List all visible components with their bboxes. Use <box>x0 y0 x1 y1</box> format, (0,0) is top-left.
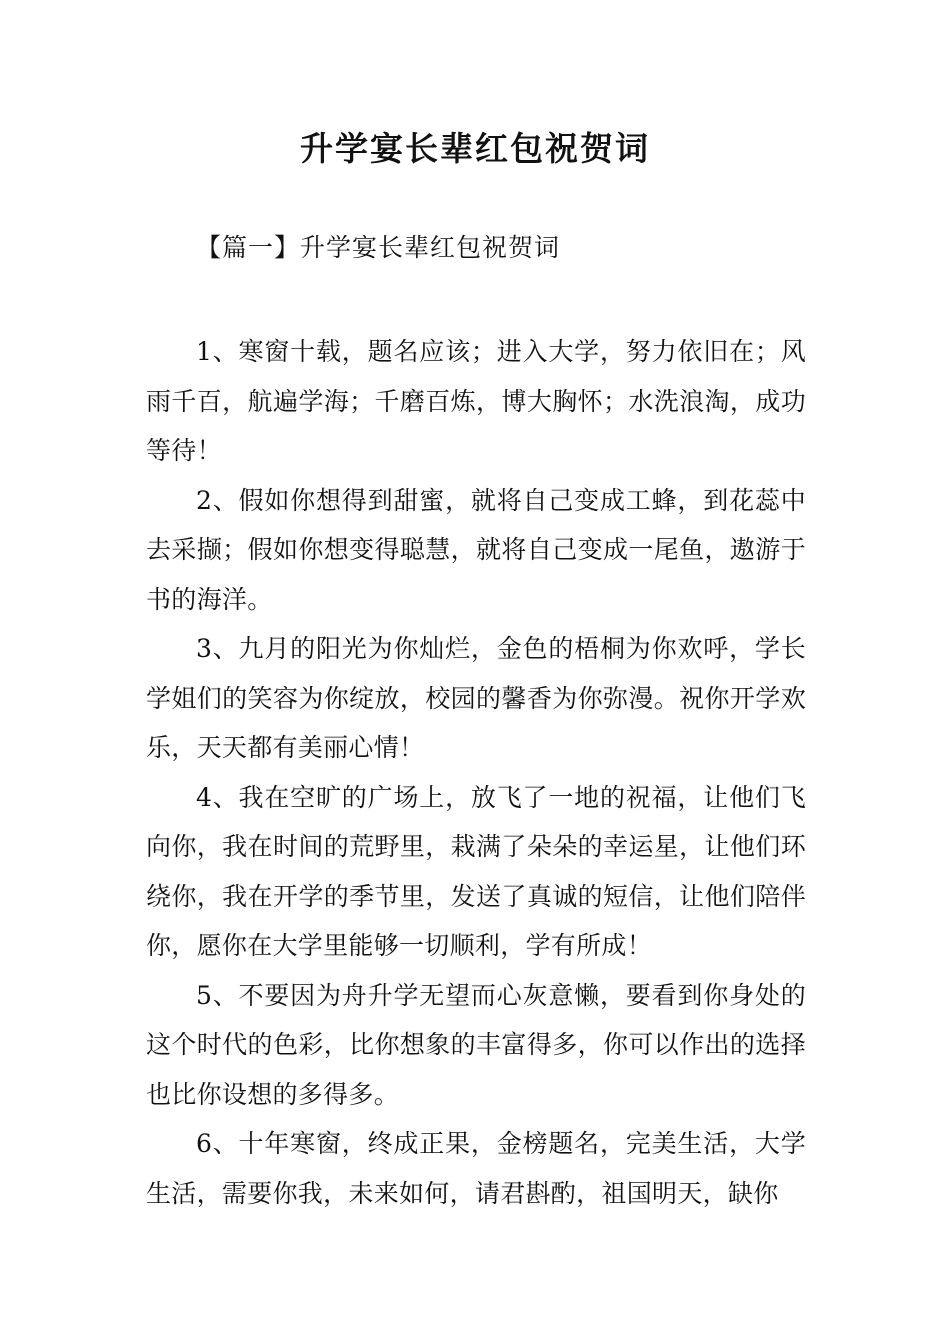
paragraph-3: 3、九月的阳光为你灿烂，金色的梧桐为你欢呼，学长学姐们的笑容为你绽放，校园的馨香为你弥漫。祝你开学欢乐，天天都有美丽心情！ <box>146 634 806 762</box>
document-body <box>146 327 806 1218</box>
paragraph-4: 4、我在空旷的广场上，放飞了一地的祝福，让他们飞向你，我在时间的荒野里，栽满了朵朵的幸运星，让他们环绕你，我在开学的季节里，发送了真诚的短信，让他们陪伴你，愿你在大学里能够一切顺利，学有所成！ <box>146 782 806 960</box>
paragraph-5: 5、不要因为舟升学无望而心灰意懒，要看到你身处的这个时代的色彩，比你想象的丰富得多，你可以作出的选择也比你设想的多得多。 <box>146 980 806 1109</box>
paragraph-6: 6、十年寒窗，终成正果，金榜题名，完美生活，大学生活，需要你我，未来如何，请君斟酌，祖国明天，缺你 <box>146 1129 806 1208</box>
paragraph-1: 1、寒窗十载，题名应该；进入大学，努力依旧在；风雨千百，航遍学海；千磨百炼，博大胸怀；水洗浪淘，成功等待！ <box>146 337 806 465</box>
paragraph-2: 2、假如你想得到甜蜜，就将自己变成工蜂，到花蕊中去采撷；假如你想变得聪慧，就将自己变成一尾鱼，遨游于书的海洋。 <box>146 485 806 614</box>
section-heading: 【篇一】升学宴长辈红包祝贺词 <box>196 233 561 262</box>
document-title: 升学宴长辈红包祝贺词 <box>300 129 650 168</box>
